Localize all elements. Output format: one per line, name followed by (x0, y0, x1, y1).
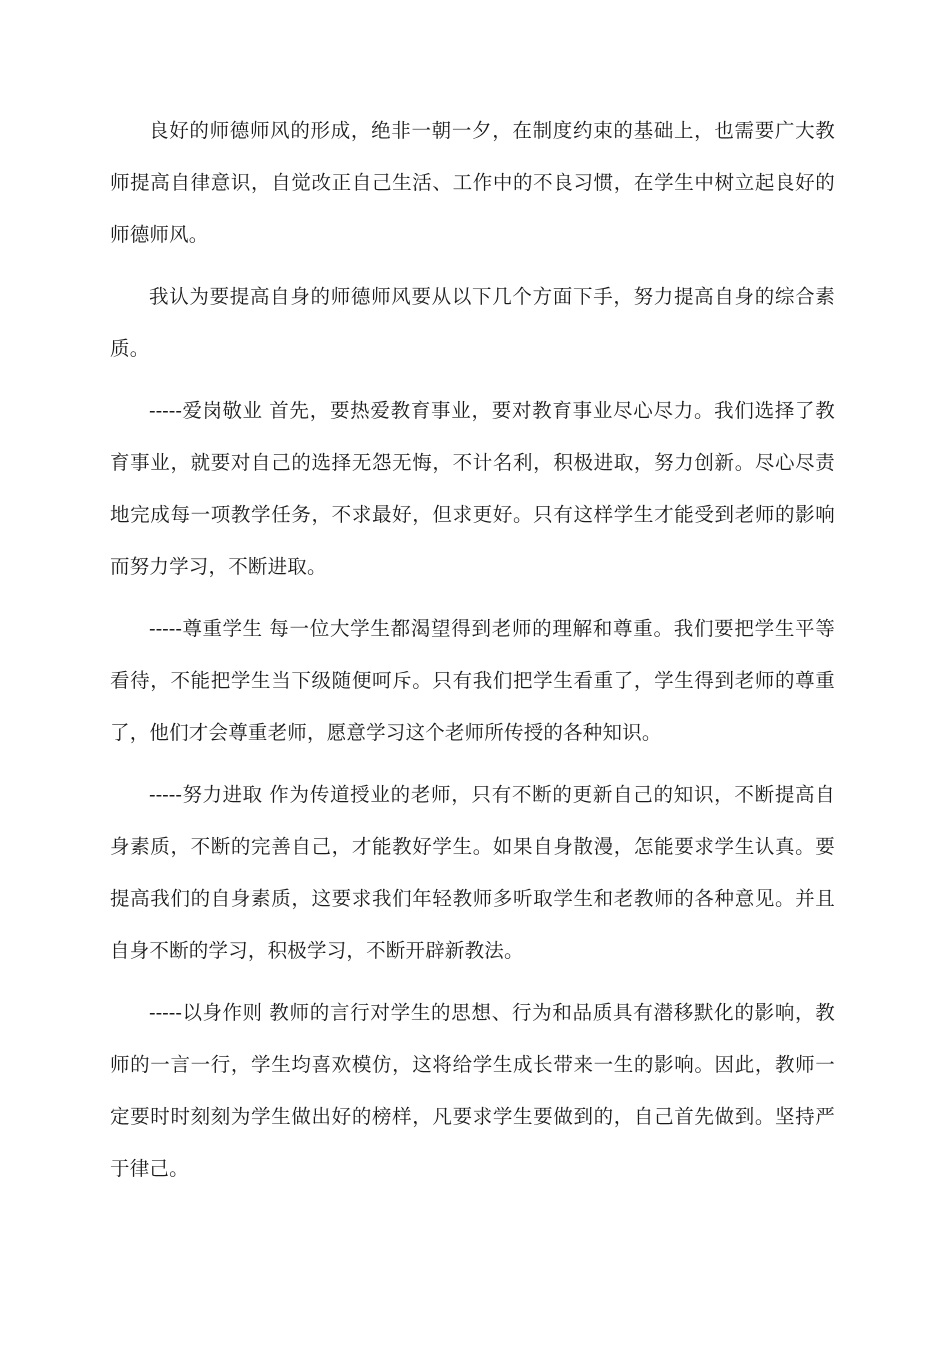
paragraph-text: 我认为要提高自身的师德师风要从以下几个方面下手，努力提高自身的综合素质。 (110, 285, 835, 360)
paragraph-3 (110, 385, 835, 593)
paragraph-2 (110, 271, 835, 375)
paragraph-lead: -----努力进取 (149, 783, 270, 806)
paragraph-5 (110, 769, 835, 977)
paragraph-6 (110, 987, 835, 1195)
document-body (110, 105, 835, 1205)
paragraph-lead: -----爱岗敬业 (149, 399, 270, 422)
paragraph-text: 每一位大学生都渴望得到老师的理解和尊重。我们要把学生平等看待，不能把学生当下级随便呵斥。只有我们把学生看重了，学生得到老师的尊重了，他们才会尊重老师，愿意学习这个老师所传授的各种知识。 (110, 617, 835, 744)
paragraph-1 (110, 105, 835, 261)
paragraph-text: 教师的言行对学生的思想、行为和品质具有潜移默化的影响，教师的一言一行，学生均喜欢模仿，这将给学生成长带来一生的影响。因此，教师一定要时时刻刻为学生做出好的榜样，凡要求学生要做到的，自己首先做到。坚持严于律己。 (110, 1001, 835, 1180)
paragraph-lead: -----尊重学生 (149, 617, 270, 640)
paragraph-4 (110, 603, 835, 759)
paragraph-lead: -----以身作则 (149, 1001, 270, 1024)
paragraph-text: 首先，要热爱教育事业，要对教育事业尽心尽力。我们选择了教育事业，就要对自己的选择无怨无悔，不计名利，积极进取，努力创新。尽心尽责地完成每一项教学任务，不求最好，但求更好。只有这样学生才能受到老师的影响而努力学习，不断进取。 (110, 399, 835, 578)
paragraph-text: 作为传道授业的老师，只有不断的更新自己的知识，不断提高自身素质，不断的完善自己，才能教好学生。如果自身散漫，怎能要求学生认真。要提高我们的自身素质，这要求我们年轻教师多听取学生和老教师的各种意见。并且自身不断的学习，积极学习，不断开辟新教法。 (110, 783, 835, 962)
paragraph-text: 良好的师德师风的形成，绝非一朝一夕，在制度约束的基础上，也需要广大教师提高自律意识，自觉改正自己生活、工作中的不良习惯，在学生中树立起良好的师德师风。 (110, 119, 835, 246)
